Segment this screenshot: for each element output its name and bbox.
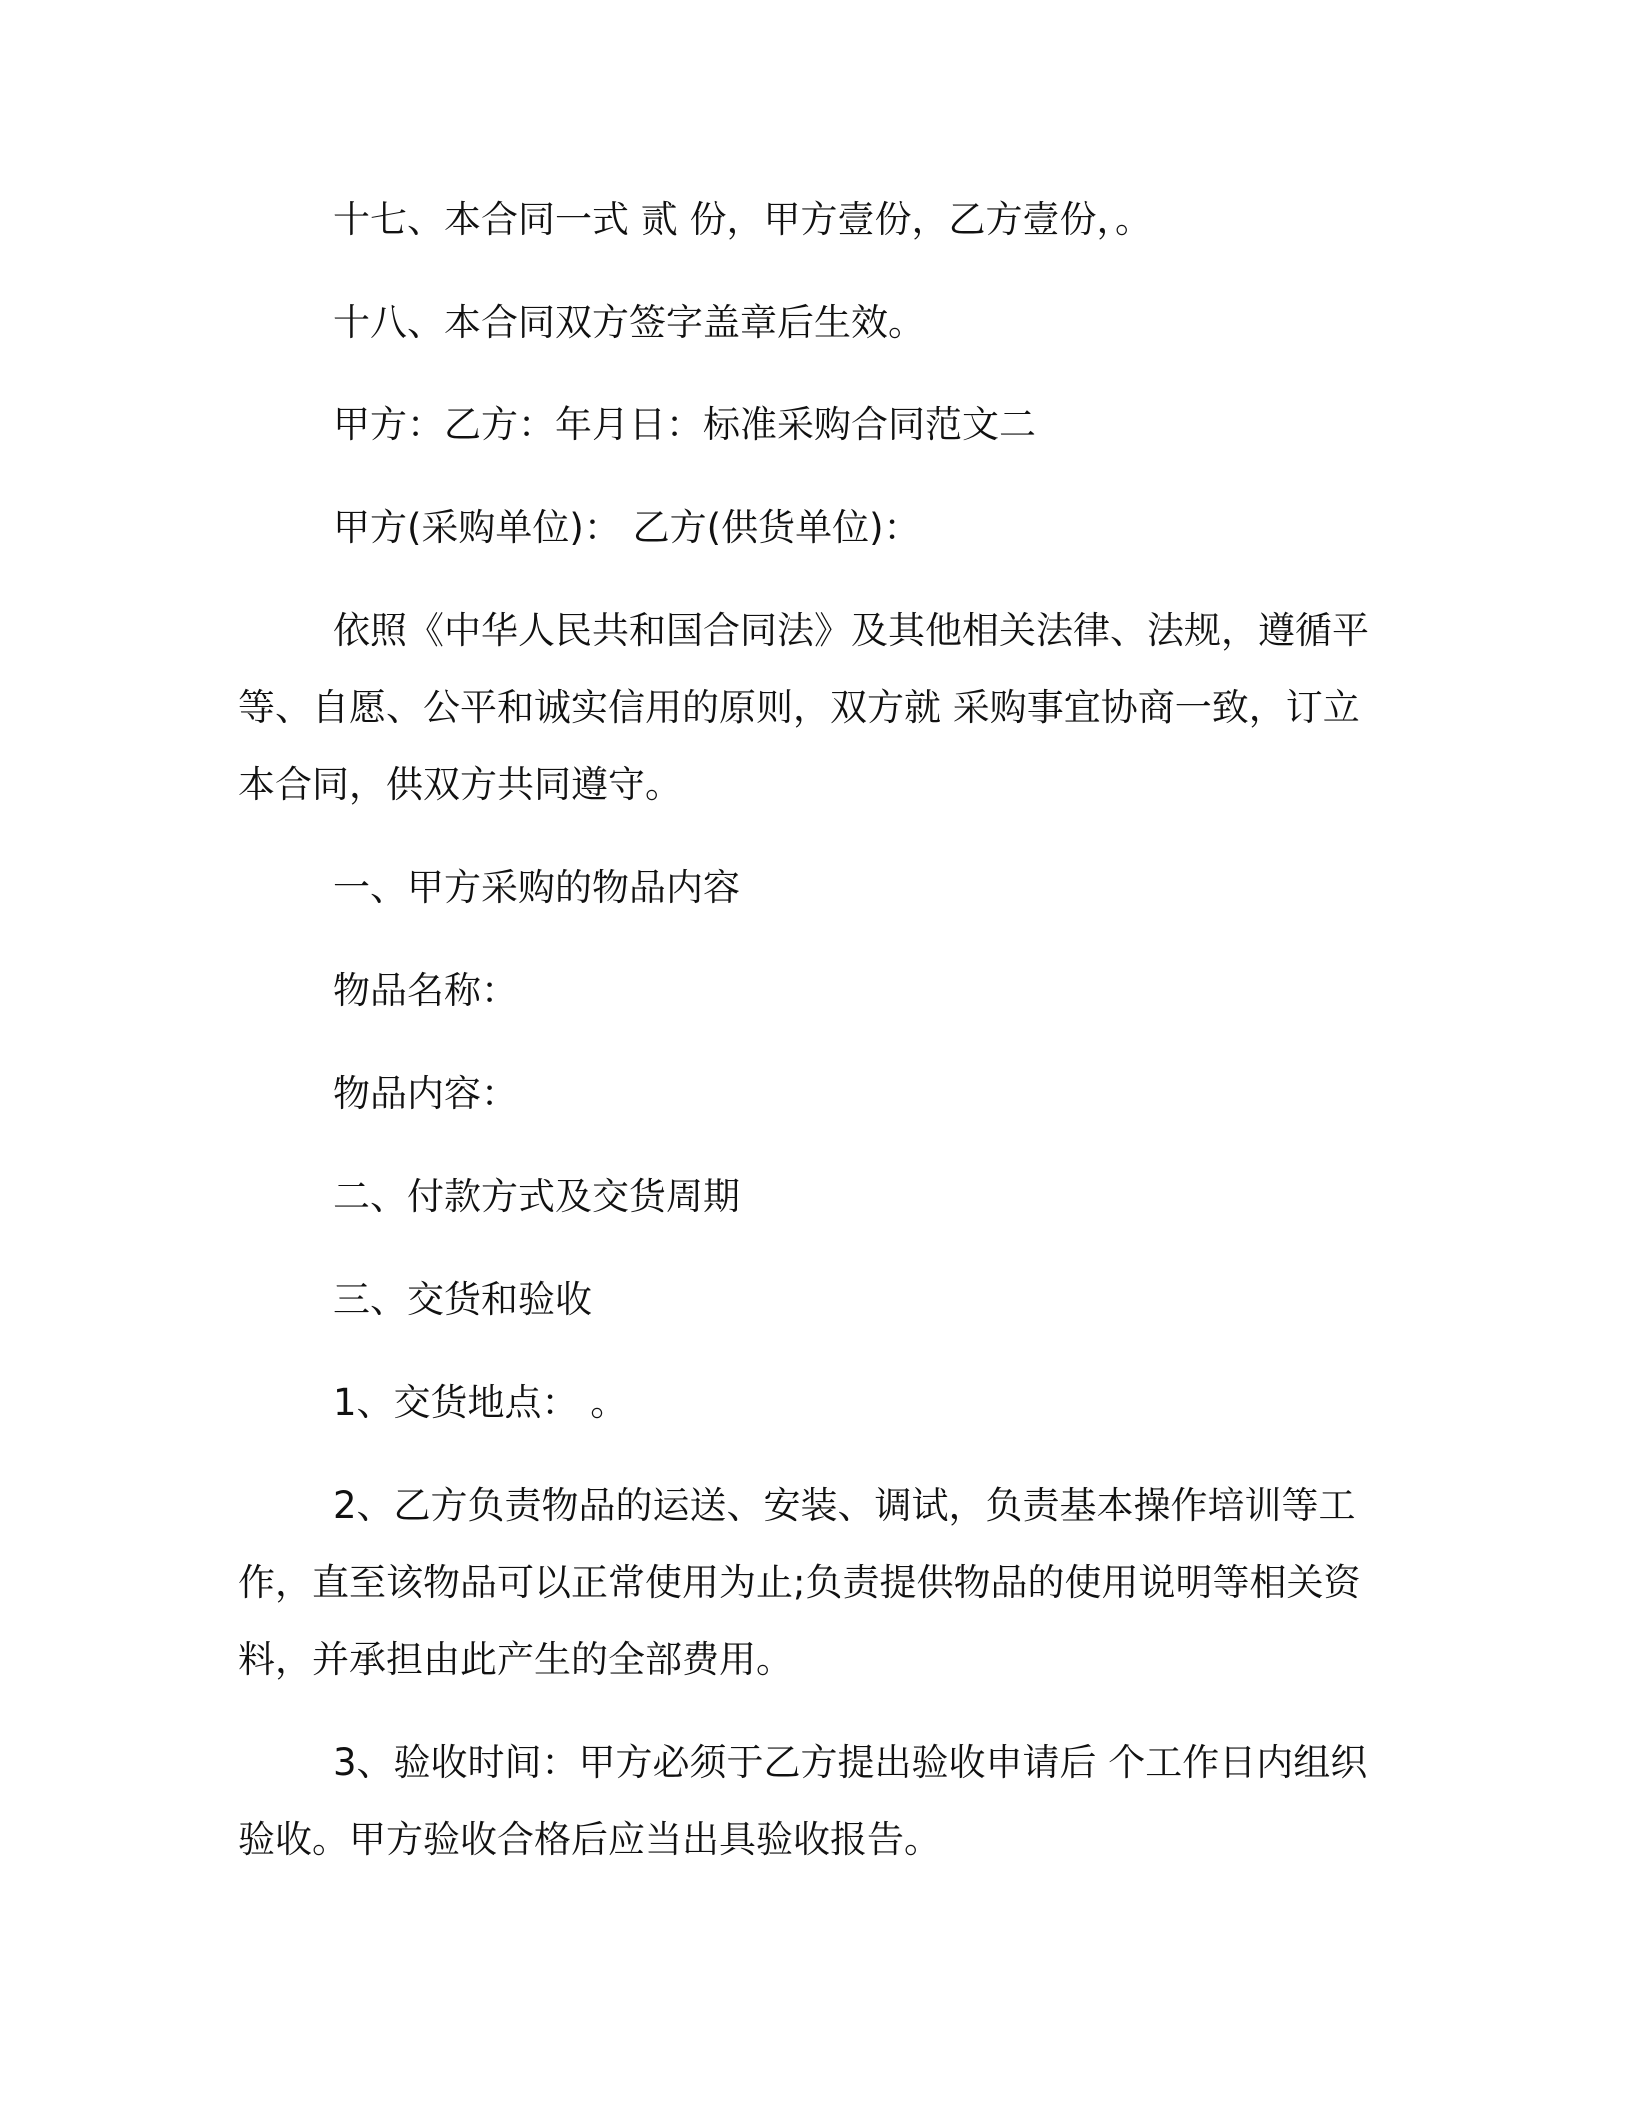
clause-17: 十七、本合同一式 贰 份，甲方壹份，乙方壹份，。: [333, 198, 1153, 241]
preamble-line-2: 等、自愿、公平和诚实信用的原则，双方就 采购事宜协商一致，订立: [238, 686, 1360, 729]
acceptance-line-1: 3、验收时间：甲方必须于乙方提出验收申请后 个工作日内组织: [333, 1741, 1368, 1784]
acceptance-line-2: 验收。甲方验收合格后应当出具验收报告。: [238, 1818, 941, 1861]
section-1-heading: 一、甲方采购的物品内容: [333, 866, 740, 909]
preamble-line-1: 依照《中华人民共和国合同法》及其他相关法律、法规，遵循平: [333, 609, 1369, 652]
clause-18: 十八、本合同双方签字盖章后生效。: [333, 301, 925, 344]
parties-line: 甲方(采购单位)： 乙方(供货单位)：: [333, 506, 921, 549]
delivery-duty-line-2: 作，直至该物品可以正常使用为止;负责提供物品的使用说明等相关资: [238, 1561, 1361, 1604]
item-content-field: 物品内容：: [333, 1072, 518, 1115]
delivery-duty-line-1: 2、乙方负责物品的运送、安装、调试，负责基本操作培训等工: [333, 1484, 1356, 1527]
delivery-location: 1、交货地点： 。: [333, 1381, 628, 1424]
section-2-heading: 二、付款方式及交货周期: [333, 1175, 740, 1218]
item-name-field: 物品名称：: [333, 969, 518, 1012]
section-3-heading: 三、交货和验收: [333, 1278, 592, 1321]
delivery-duty-line-3: 料，并承担由此产生的全部费用。: [238, 1638, 793, 1681]
signature-and-sample-heading: 甲方：乙方：年月日：标准采购合同范文二: [333, 403, 1036, 446]
preamble-line-3: 本合同，供双方共同遵守。: [238, 763, 682, 806]
